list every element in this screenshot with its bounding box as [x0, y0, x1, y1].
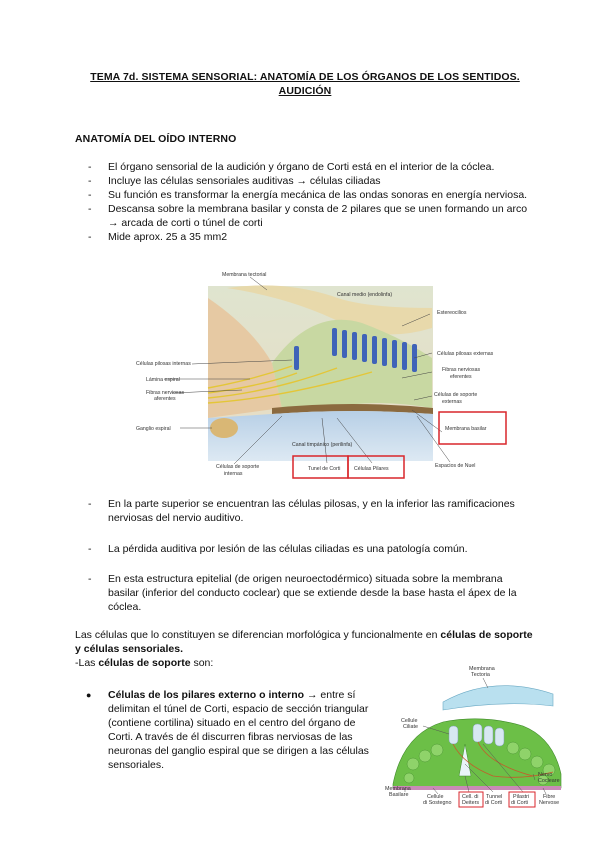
bullet-marker: - — [88, 498, 92, 510]
label-deiters-2: Deiters — [462, 800, 480, 806]
bullet-marker: - — [88, 543, 92, 555]
label-tunel-corti: Tunel de Corti — [308, 466, 341, 472]
bullet-dot: ● — [86, 690, 92, 700]
list-item — [88, 230, 538, 244]
bullet-marker: - — [88, 203, 92, 215]
label-espacios-nuel: Espacios de Nuel — [435, 463, 476, 469]
label-estereocilios: Estereocilios — [437, 310, 467, 316]
list-item — [88, 542, 518, 556]
organ-of-corti-illustration — [132, 268, 510, 483]
label-celulas-pilares: Células Pilares — [354, 466, 389, 472]
para-text-c: son: — [190, 657, 214, 669]
label-cellule-sostegno-1: Cellule — [427, 794, 444, 800]
para-text-a: Las células que lo constituyen se diferencian morfológica y funcionalmente en — [75, 629, 441, 641]
para-bold-a: células de soporte y células sensoriales. — [75, 629, 533, 655]
spiral-ganglion — [210, 418, 238, 438]
label-pilastri-corti-1: Pilastri — [513, 794, 530, 800]
label-fibras-eferentes-2: eferentes — [450, 374, 472, 380]
bullet-list-top — [88, 160, 538, 244]
label-membrana-tectoria-2: Tectoria — [471, 672, 490, 678]
label-nervo-cocleare-2: Cocleare — [538, 778, 560, 784]
page-title — [70, 70, 540, 98]
list-item-text: La pérdida auditiva por lesión de las células ciliadas es una patología común. — [108, 543, 468, 555]
label-membrana-tectoria-1: Membrana — [469, 666, 495, 672]
label-deiters-1: Cell. di — [462, 794, 479, 800]
list-item-text: Descansa sobre la membrana basilar y consta de 2 pilares que se unen formando un arco → arcada de corti o túnel de corti — [108, 203, 528, 229]
label-fibre-nervose-1: Fibre — [543, 794, 556, 800]
label-nervo-cocleare-1: Nervo — [538, 772, 553, 778]
label-membrana-tectorial: Membrana tectorial — [222, 272, 267, 278]
section-heading: ANATOMÍA DEL OÍDO INTERNO — [75, 133, 237, 145]
list-item-text: En esta estructura epitelial (de origen neuroectodérmico) situada sobre la membrana basilar (inferior del conducto coclear) que se extiende desde la base hasta el ápex de la cóclea. — [108, 573, 517, 613]
para-text-b: -Las — [75, 657, 99, 669]
list-item-text: El órgano sensorial de la audición y órgano de Corti está en el interior de la cóclea. — [108, 161, 495, 173]
bullet-marker: - — [88, 161, 92, 173]
list-item — [88, 174, 538, 188]
label-ganglio-espiral: Ganglio espiral — [136, 426, 171, 432]
pillar-cells-text — [108, 688, 376, 772]
label-celulas-pilosas-externas: Células pilosas externas — [437, 351, 494, 357]
organ-of-corti-figure — [132, 268, 510, 483]
label-tunnel-corti-1: Tunnel — [486, 794, 503, 800]
bullet-marker: - — [88, 189, 92, 201]
bullet-list-mid-2 — [88, 542, 518, 556]
label-soporte-int-1: Células de soporte — [216, 464, 260, 470]
label-celulas-pilosas-internas: Células pilosas internas — [136, 361, 191, 367]
label-pilastri-corti-2: di Corti — [511, 800, 529, 806]
list-item — [88, 188, 538, 202]
bullet-marker: - — [88, 231, 92, 243]
label-cellule-ciliate-2: Ciliate — [403, 724, 418, 730]
list-item-text: Su función es transformar la energía mecánica de las ondas sonoras en energía nerviosa. — [108, 189, 528, 201]
bullet-list-mid-3 — [88, 572, 518, 614]
corti-diagram — [383, 664, 563, 814]
label-fibras-aferentes-1: Fibras nerviosas — [146, 390, 185, 396]
pillar-cells-description: → entre sí delimitan el túnel de Corti, espacio de sección triangular (contiene cortilina) situado en el centro del órgano de Corti. A través de él discurren fibras nerviosas de las neuronas del ganglio espiral que se dirigen a las células sensoriales. — [108, 689, 369, 771]
label-membrana-basilar: Membrana basilar — [445, 426, 487, 432]
label-membrana-basilare-2: Basilare — [389, 792, 409, 798]
label-fibras-aferentes-2: aferentes — [154, 396, 176, 402]
list-item — [88, 202, 538, 230]
bullet-marker: - — [88, 175, 92, 187]
list-item-text: Mide aprox. 25 a 35 mm2 — [108, 231, 228, 243]
list-item — [88, 160, 538, 174]
label-canal-timpanico: Canal timpánico (perilinfa) — [292, 442, 353, 448]
basilar-membrane-shape — [393, 786, 561, 790]
para-bold-b: células de soporte — [98, 657, 191, 669]
label-cellule-ciliate-1: Cellule — [401, 718, 418, 724]
title-line-1: TEMA 7d. SISTEMA SENSORIAL: ANATOMÍA DE LOS ÓRGANOS DE LOS SENTIDOS. — [90, 71, 520, 83]
label-soporte-ext-2: externas — [442, 399, 462, 405]
pillar-cells-item — [86, 688, 376, 772]
label-fibre-nervose-2: Nervose — [539, 800, 560, 806]
label-soporte-int-2: internas — [224, 471, 243, 477]
list-item — [88, 572, 518, 614]
tectorial-membrane-shape — [443, 686, 553, 710]
label-canal-medio: Canal medio (endolinfa) — [337, 292, 393, 298]
bullet-list-mid-1 — [88, 497, 518, 525]
label-soporte-ext-1: Células de soporte — [434, 392, 478, 398]
list-item-text: En la parte superior se encuentran las células pilosas, y en la inferior las ramificaciones nerviosas del nervio auditivo. — [108, 498, 515, 524]
label-cellule-sostegno-2: di Sostegno — [423, 800, 452, 806]
label-tunnel-corti-2: di Corti — [485, 800, 503, 806]
label-membrana-basilare-1: Membrana — [385, 786, 411, 792]
bullet-marker: - — [88, 573, 92, 585]
list-item-text: Incluye las células sensoriales auditivas → células ciliadas — [108, 175, 381, 187]
title-line-2: AUDICIÓN — [278, 85, 332, 97]
label-lamina-espiral: Lámina espiral — [146, 377, 180, 383]
label-fibras-eferentes-1: Fibras nerviosas — [442, 367, 481, 373]
corti-diagram-figure — [383, 664, 563, 814]
tympanic-canal — [208, 411, 433, 461]
pillar-cells-bold: Células de los pilares externo o interno — [108, 689, 305, 701]
list-item — [88, 497, 518, 525]
